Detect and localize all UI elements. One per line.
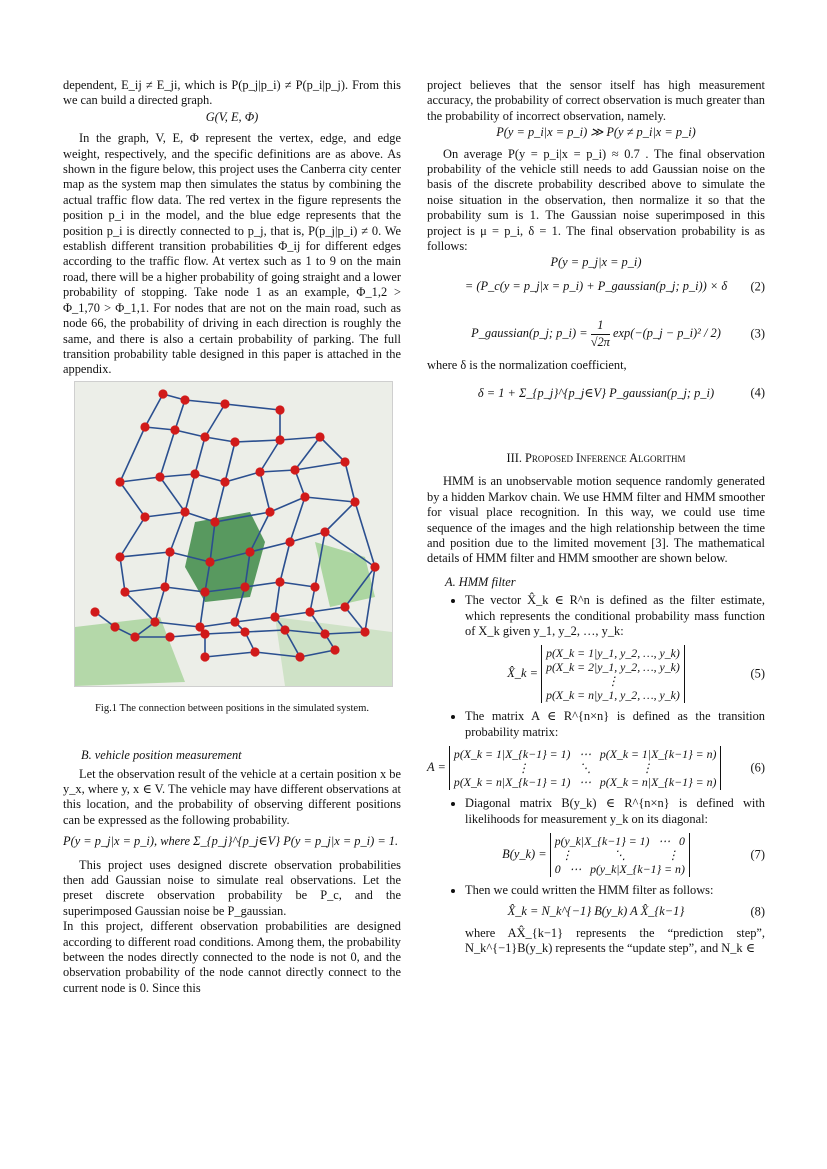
paragraph: project believes that the sensor itself has high measurement accuracy, the probability of correct observation is much greater than the probability of incorrect observation, namely. [427,78,765,123]
matrix-row: p(y_k|X_{k−1} = 1) ⋯ 0 [554,834,685,848]
map-vertex [275,405,284,414]
equation-graph: G(V, E, Φ) [205,109,259,124]
equation-2-lhs: P(y = p_j|x = p_i) [550,255,642,270]
map-vertex [190,469,199,478]
paragraph: In this project, different observation probabilities are designed according to different road conditions. Among them, the probability between the nodes directly connected to the node is not 0, and the observation probability of the node cannot directly connect to the current node is 0. Since this [63,919,401,995]
map-vertex [300,492,309,501]
map-vertex [275,577,284,586]
map-vertex [165,547,174,556]
equation-observation: P(y = p_j|x = p_i), where Σ_{p_j}^{p_j∈V} P(y = p_j|x = p_i) = 1. [63,834,399,849]
map-vertex [120,587,129,596]
map-vertex [295,652,304,661]
map-vertex [360,627,369,636]
map-vertex [140,422,149,431]
map-vertex [330,645,339,654]
paragraph: dependent, E_ij ≠ E_ji, which is P(p_j|p_i) ≠ P(p_i|p_j). From this we can build a directed graph. [63,78,401,108]
map-vertex [90,607,99,616]
list-item: • Then we could written the HMM filter as follows: [465,883,765,898]
equation-2 [427,279,765,294]
matrix-row: p(X_k = 1|X_{k−1} = 1) ⋯ p(X_k = 1|X_{k−1} = n) [453,747,717,762]
map-vertex [200,587,209,596]
map-vertex [170,425,179,434]
transition-matrix [449,746,721,790]
equation-number: (2) [750,278,765,293]
equation-3-lhs: P_gaussian(p_j; p_i) = [471,326,588,341]
equation-inequality: P(y = p_i|x = p_i) ≫ P(y ≠ p_i|x = p_i) [496,125,696,140]
map-vertex [275,435,284,444]
paragraph: where AX̂_{k−1} represents the “prediction step”, N_k^{−1}B(y_k) represents the “update step”, and N_k ∈ [465,925,765,956]
equation-3-exp: exp(−(p_j − p_i)² / 2) [613,326,721,341]
list-item: • The vector X̂_k ∈ R^n is defined as the filter estimate, which represents the conditional probability mass function of X_k given y_1, y_2, …, y_k: [465,593,765,639]
map-vertex [210,517,219,526]
map-vertex [245,547,254,556]
equation-3 [427,318,765,350]
map-vertex [205,557,214,566]
denominator: √2π [590,334,610,349]
equation-5-lhs: X̂_k = [507,666,538,681]
canberra-map-figure [74,381,393,687]
map-vertex [115,477,124,486]
subsection-title: A. HMM filter [445,574,516,589]
map-vertex [200,629,209,638]
map-vertex [340,457,349,466]
definition-list [427,709,765,740]
matrix-row: p(X_k = n|y_1, y_2, …, y_k) [546,688,680,703]
equation-4 [427,386,765,401]
vector-matrix [541,645,685,703]
map-vertex [150,617,159,626]
subsection-title: B. vehicle position measurement [81,748,242,763]
section-title: III. Proposed Inference Algorithm [506,450,686,465]
equation-6 [427,746,765,790]
paragraph: In the graph, V, E, Φ represent the vertex, edge, and edge weight, respectively, and the specific definitions are as above. As shown in the figure below, this project uses the Canberra city center map as the system map then simulates the status by combining the actual traffic flow data. The red vertex in the figure represents the position p_i in the model, and the blue edge represents that the position p_i is directly connected to p_j, that is, P(p_j|p_i) ≠ 0. We establish different transition probabilities Φ_ij for different edges according to the traffic flow. At vertex such as 1 to 9 on the main road, there will be a higher probability of going straight and a lower probability of stopping. Take node 1 as an example, Φ_1,2 > Φ_1,70 > Φ_1,1. For nodes that are not on the main road, such as node 66, the probability of driving in each direction is roughly the same, and there is also a certain probability of parking. The full transition probability table designed in this paper is attached in the appendix. [63,131,401,377]
map-vertex [230,437,239,446]
map-vertex [265,507,274,516]
equation-8 [427,904,765,919]
map-vertex [250,647,259,656]
equation-number: (4) [750,385,765,400]
equation-4-body: δ = 1 + Σ_{p_j}^{p_j∈V} P_gaussian(p_j; p_i) [477,385,715,400]
fraction [591,318,610,350]
list-item: • Diagonal matrix B(y_k) ∈ R^{n×n} is defined with likelihoods for measurement y_k on its diagonal: [465,796,765,827]
map-vertex [220,477,229,486]
figure-caption: Fig.1 The connection between positions in the simulated system. [94,702,370,714]
map-vertex [165,632,174,641]
definition-list [427,593,765,639]
right-column [427,78,765,957]
list-item: • The matrix A ∈ R^{n×n} is defined as the transition probability matrix: [465,709,765,740]
paragraph: HMM is an unobservable motion sequence randomly generated by a hidden Markov chain. We use HMM filter and HMM smoother for visual place recognition. In this way, we could use time sequence of the images and the high relationship between the time and position due to the limited movement [3]. The mathematical details of HMM filter and HMM smoother are shown below. [427,474,765,566]
equation-number: (6) [750,760,765,775]
equation-6-lhs: A = [427,760,446,775]
equation-7 [427,833,765,877]
map-vertex [320,527,329,536]
likelihood-matrix [550,833,690,877]
map-vertex [240,582,249,591]
paragraph: On average P(y = p_i|x = p_i) ≈ 0.7 . The final observation probability of the vehicle still needs to add Gaussian noise on the basis of the discrete probability described above to simulate the noise situation in the observation, then normalize it so that the probability sum is 1. The Gaussian noise superimposed in this project is μ = p_i, δ = 1. The final observation probability is as follows: [427,146,765,254]
map-vertex [130,632,139,641]
matrix-row: p(X_k = n|X_{k−1} = 1) ⋯ p(X_k = n|X_{k−1} = n) [453,775,717,790]
map-vertex [200,652,209,661]
map-vertex [310,582,319,591]
map-vertex [180,507,189,516]
map-vertex [350,497,359,506]
equation-2-rhs: = (P_c(y = p_j|x = p_i) + P_gaussian(p_j; p_i)) × δ [464,278,728,293]
paragraph: Let the observation result of the vehicle at a certain position x be y_x, where y, x ∈ V. The vehicle may have different observations at this location, and the probability of observing different positions can be expressed as the following probability. [63,766,401,827]
equation-number: (5) [750,666,765,681]
map-vertex [315,432,324,441]
map-vertex [155,472,164,481]
map-vertex [270,612,279,621]
matrix-row: 0 ⋯ p(y_k|X_{k−1} = n) [554,862,685,876]
left-column [63,78,401,996]
map-vertex [160,582,169,591]
map-vertex [280,625,289,634]
equation-number: (8) [750,904,765,919]
matrix-row: p(X_k = 2|y_1, y_2, …, y_k) [546,660,680,675]
map-vertex [220,399,229,408]
map-vertex [200,432,209,441]
map-vertex [340,602,349,611]
equation-5 [427,645,765,703]
map-vertex [230,617,239,626]
matrix-row: ⋮ [607,674,619,689]
map-vertex [140,512,149,521]
matrix-row: p(X_k = 1|y_1, y_2, …, y_k) [546,646,680,661]
equation-7-lhs: B(y_k) = [502,846,547,861]
map-vertex [305,607,314,616]
matrix-row: ⋮ ⋱ ⋮ [560,848,679,862]
equation-number: (3) [750,326,765,341]
map-vertex [110,622,119,631]
definition-list [427,796,765,827]
numerator: 1 [591,318,610,334]
map-vertex [115,552,124,561]
map-vertex [255,467,264,476]
map-vertex [240,627,249,636]
matrix-row: ⋮ ⋱ ⋮ [517,761,653,776]
paragraph: where δ is the normalization coefficient, [427,358,627,373]
equation-number: (7) [750,847,765,862]
paragraph: This project uses designed discrete observation probabilities then add Gaussian noise to simulate real observations. Let the preset discrete observation probability be P_c, and the superimposed Gaussian noise be P_gaussian. [63,857,401,918]
map-vertex [180,395,189,404]
definition-list [427,883,765,898]
map-vertex [370,562,379,571]
map-vertex [320,629,329,638]
equation-8-body: X̂_k = N_k^{−1} B(y_k) A X̂_{k−1} [507,904,685,919]
map-vertex [285,537,294,546]
map-vertex [158,389,167,398]
map-vertex [290,465,299,474]
